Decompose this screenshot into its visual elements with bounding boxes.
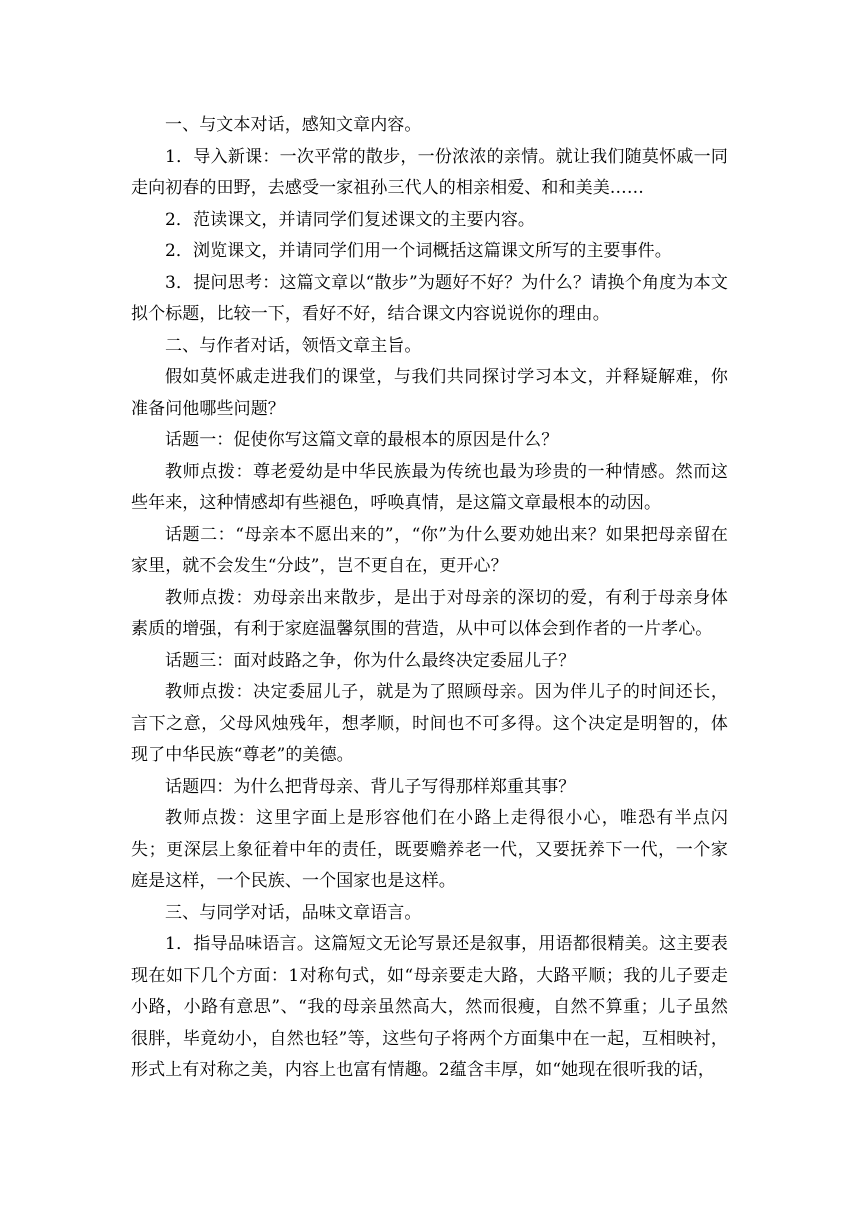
teacher-note-two: 教师点拨：劝母亲出来散步，是出于对母亲的深切的爱，有利于母亲身体素质的增强，有利于家庭温馨氛围的营造，从中可以体会到作者的一片孝心。 [131,587,728,639]
document-body [131,110,728,1087]
topic-three: 话题三：面对歧路之争，你为什么最终决定委屈儿子？ [165,650,576,671]
paragraph-reading: 2．范读课文，并请同学们复述课文的主要内容。 [165,209,536,230]
section-heading-2: 二、与作者对话，领悟文章主旨。 [165,335,422,356]
topic-two: 话题二：“母亲本不愿出来的”，“你”为什么要劝她出来？如果把母亲留在家里，就不会发生“分歧”，岂不更自在，更开心？ [131,524,728,576]
paragraph-language-guide: 1．指导品味语言。这篇短文无论写景还是叙事，用语都很精美。这主要表现在如下几个方面：1对称句式，如“母亲要走大路，大路平顺；我的儿子要走小路，小路有意思”、“我的母亲虽然高大，然而很瘦，自然不算重；儿子虽然很胖，毕竟幼小，自然也轻”等，这些句子将两个方面集中在一起，互相映衬，形式上有对称之美，内容上也富有情趣。2蕴含丰厚，如“她现在很听我的话， [131,934,728,1080]
teacher-note-four: 教师点拨：这里字面上是形容他们在小路上走得很小心，唯恐有半点闪失；更深层上象征着中年的责任，既要赡养老一代，又要抚养下一代，一个家庭是这样，一个民族、一个国家也是这样。 [131,808,728,891]
paragraph-author-dialogue: 假如莫怀戚走进我们的课堂，与我们共同探讨学习本文，并释疑解难，你准备问他哪些问题？ [131,367,728,419]
teacher-note-one: 教师点拨：尊老爱幼是中华民族最为传统也最为珍贵的一种情感。然而这些年来，这种情感却有些褪色，呼唤真情，是这篇文章最根本的动因。 [131,461,728,513]
section-heading-1: 一、与文本对话，感知文章内容。 [165,115,422,135]
paragraph-browsing: 2．浏览课文，并请同学们用一个词概括这篇课文所写的主要事件。 [165,241,672,261]
paragraph-intro: 1．导入新课：一次平常的散步，一份浓浓的亲情。就让我们随莫怀戚一同走向初春的田野，去感受一家祖孙三代人的相亲相爱、和和美美…… [131,146,728,198]
section-heading-3: 三、与同学对话，品味文章语言。 [165,902,422,923]
topic-one: 话题一：促使你写这篇文章的最根本的原因是什么？ [165,430,559,450]
topic-four: 话题四：为什么把背母亲、背儿子写得那样郑重其事？ [165,776,576,797]
paragraph-question: 3．提问思考：这篇文章以“散步”为题好不好？为什么？请换个角度为本文拟个标题，比较一下，看好不好，结合课文内容说说你的理由。 [131,272,728,324]
teacher-note-three: 教师点拨：决定委屈儿子，就是为了照顾母亲。因为伴儿子的时间还长，言下之意，父母风烛残年，想孝顺，时间也不可多得。这个决定是明智的，体现了中华民族“尊老”的美德。 [131,682,728,765]
